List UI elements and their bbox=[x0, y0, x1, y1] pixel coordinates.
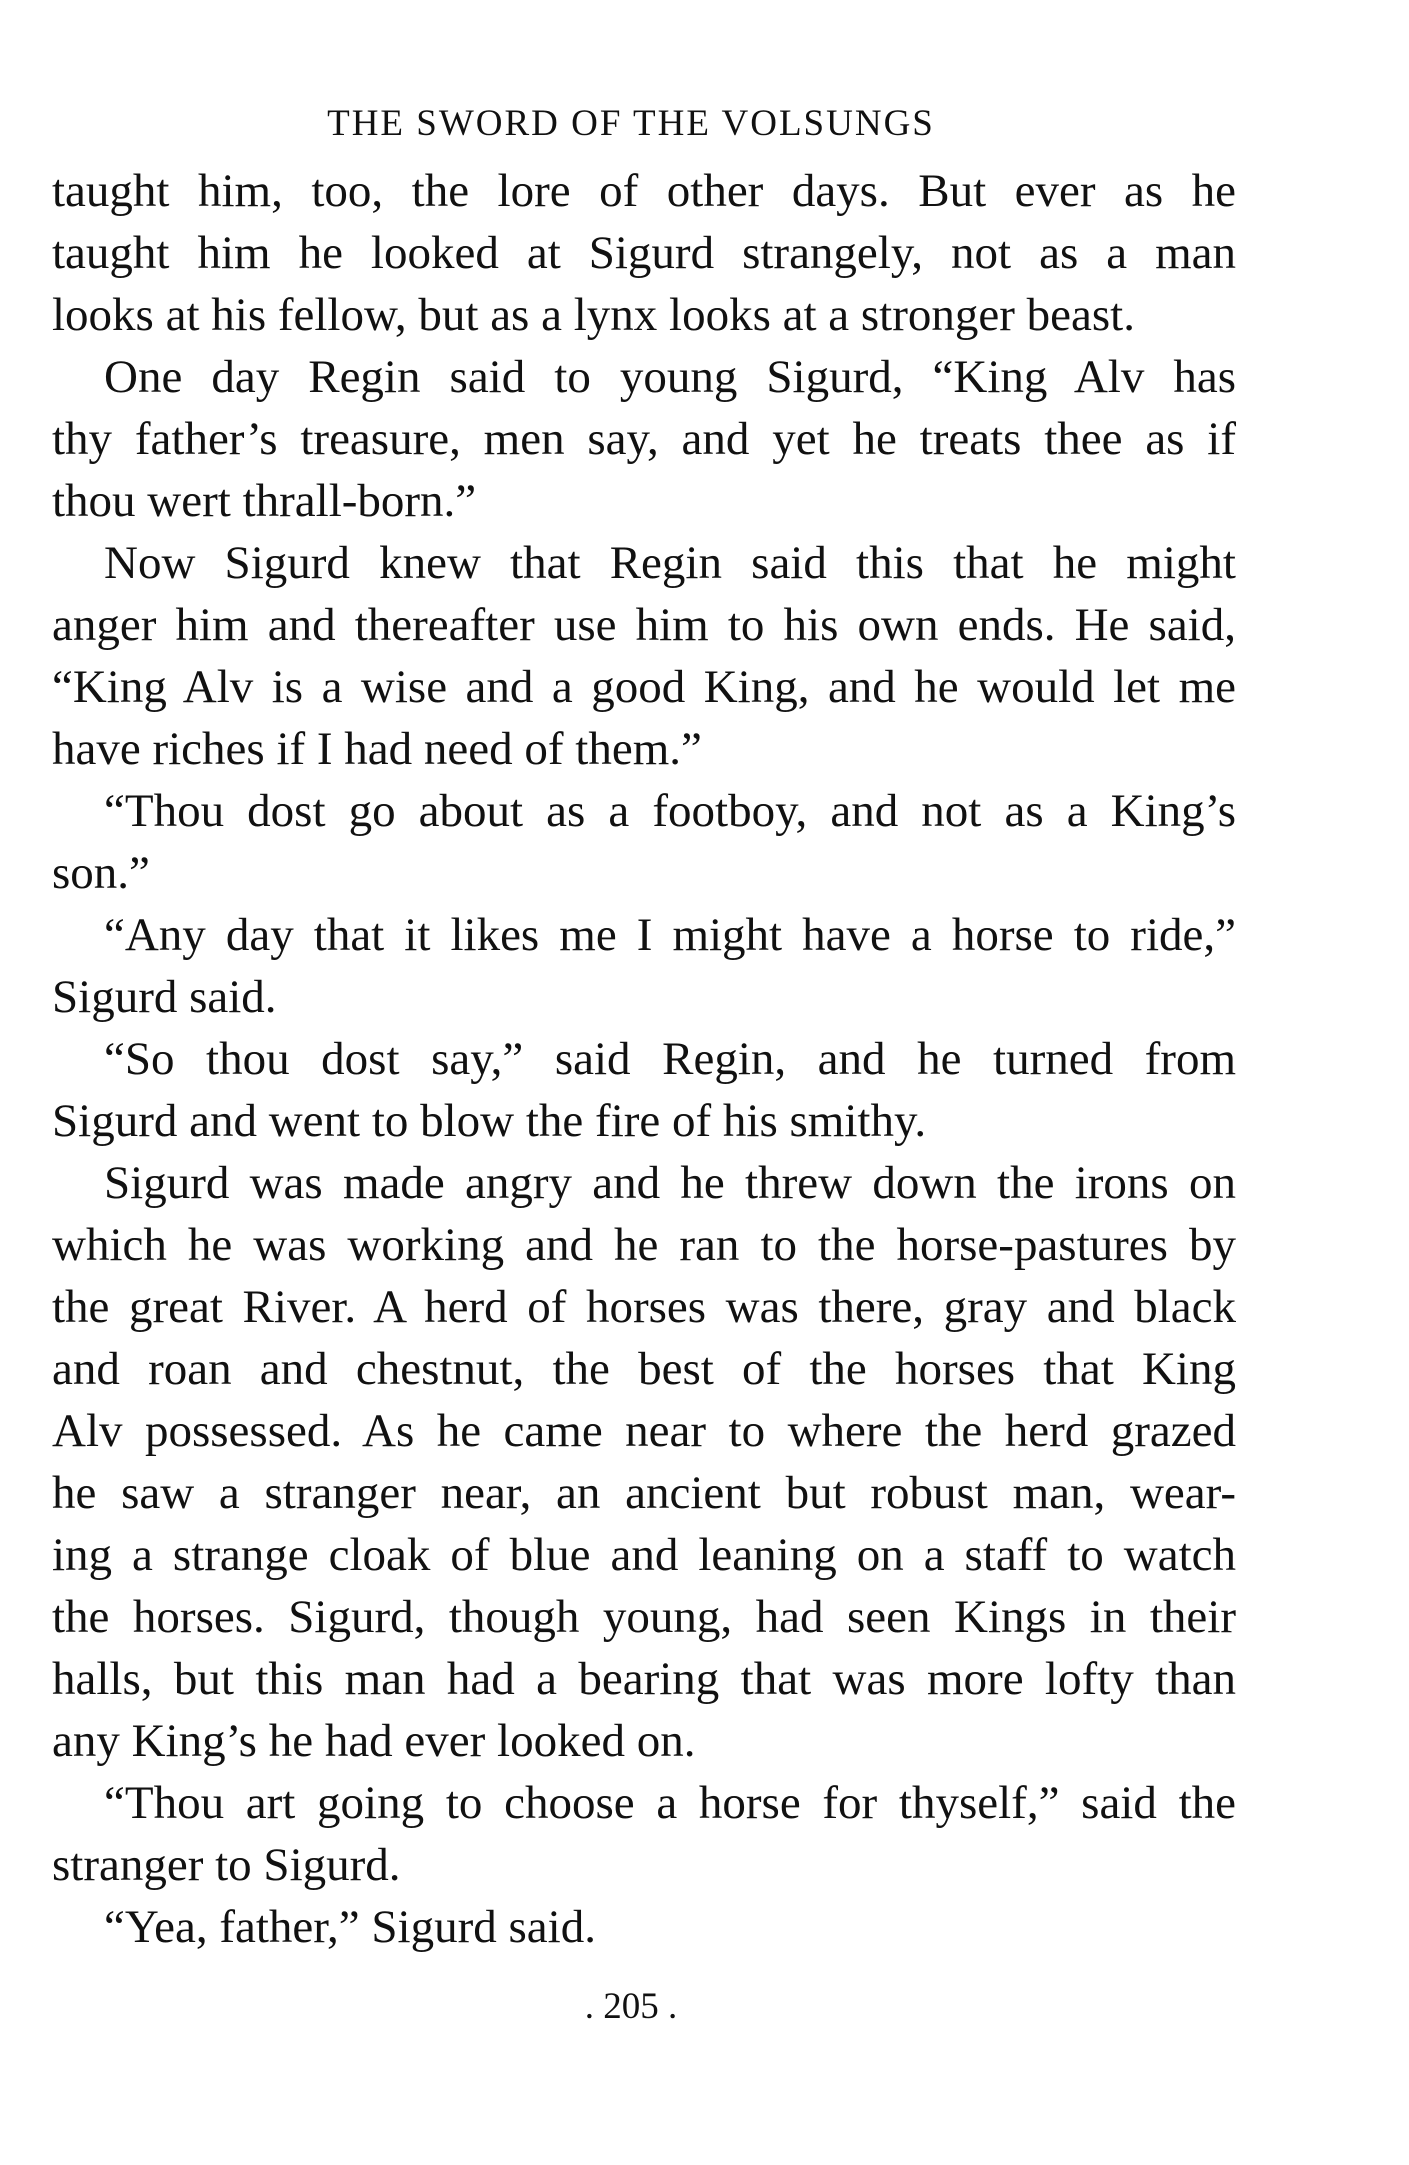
text-line: thy father’s treasure, men say, and yet he treats thee as if bbox=[52, 413, 1236, 465]
text-line: anger him and thereafter use him to his own ends. He said, bbox=[52, 599, 1236, 651]
text-line: halls, but this man had a bearing that was more lofty than bbox=[52, 1653, 1236, 1705]
folio-dot-right: . bbox=[668, 1986, 678, 2027]
text-line: One day Regin said to young Sigurd, “King Alv has bbox=[104, 351, 1236, 403]
text-line: “Any day that it likes me I might have a horse to ride,” bbox=[104, 909, 1236, 961]
text-line: Sigurd was made angry and he threw down the irons on bbox=[104, 1157, 1236, 1209]
text-line: “Thou art going to choose a horse for thyself,” said the bbox=[104, 1777, 1236, 1829]
text-line: and roan and chestnut, the best of the horses that King bbox=[52, 1343, 1236, 1395]
text-line: ing a strange cloak of blue and leaning on a staff to watch bbox=[52, 1529, 1236, 1581]
text-line: the horses. Sigurd, though young, had seen Kings in their bbox=[52, 1591, 1236, 1643]
paragraph bbox=[52, 1152, 1236, 1772]
text-line: Alv possessed. As he came near to where the herd grazed bbox=[52, 1405, 1236, 1457]
text-line: looks at his fellow, but as a lynx looks at a stronger beast. bbox=[52, 289, 1135, 341]
text-line: taught him, too, the lore of other days. But ever as he bbox=[52, 165, 1236, 217]
text-line: stranger to Sigurd. bbox=[52, 1839, 401, 1891]
text-line: thou wert thrall-born.” bbox=[52, 475, 477, 527]
paragraph bbox=[52, 160, 1236, 346]
text-line: taught him he looked at Sigurd strangely, not as a man bbox=[52, 227, 1236, 279]
text-line: the great River. A herd of horses was there, gray and black bbox=[52, 1281, 1236, 1333]
body-text bbox=[52, 160, 1236, 1958]
paragraph bbox=[52, 532, 1236, 780]
page-number-value: 205 bbox=[603, 1986, 659, 2027]
text-line: he saw a stranger near, an ancient but robust man, wear- bbox=[52, 1467, 1236, 1519]
text-line: “King Alv is a wise and a good King, and he would let me bbox=[52, 661, 1236, 713]
paragraph bbox=[52, 1028, 1236, 1152]
page-number bbox=[0, 1985, 1262, 2029]
text-line: son.” bbox=[52, 847, 150, 899]
paragraph bbox=[52, 904, 1236, 1028]
text-line: “Thou dost go about as a footboy, and not as a King’s bbox=[104, 785, 1236, 837]
text-line: “Yea, father,” Sigurd said. bbox=[104, 1901, 596, 1953]
running-head: THE SWORD OF THE VOLSUNGS bbox=[327, 103, 935, 144]
paragraph bbox=[52, 346, 1236, 532]
paragraph bbox=[52, 780, 1236, 904]
text-line: Sigurd and went to blow the fire of his smithy. bbox=[52, 1095, 927, 1147]
text-line: which he was working and he ran to the horse-pastures by bbox=[52, 1219, 1236, 1271]
text-line: Sigurd said. bbox=[52, 971, 277, 1023]
folio-dot-left: . bbox=[584, 1986, 594, 2027]
paragraph bbox=[52, 1772, 1236, 1896]
text-line: any King’s he had ever looked on. bbox=[52, 1715, 696, 1767]
text-line: “So thou dost say,” said Regin, and he turned from bbox=[104, 1033, 1236, 1085]
text-line: Now Sigurd knew that Regin said this that he might bbox=[104, 537, 1236, 589]
paragraph bbox=[52, 1896, 1236, 1958]
text-line: have riches if I had need of them.” bbox=[52, 723, 702, 775]
